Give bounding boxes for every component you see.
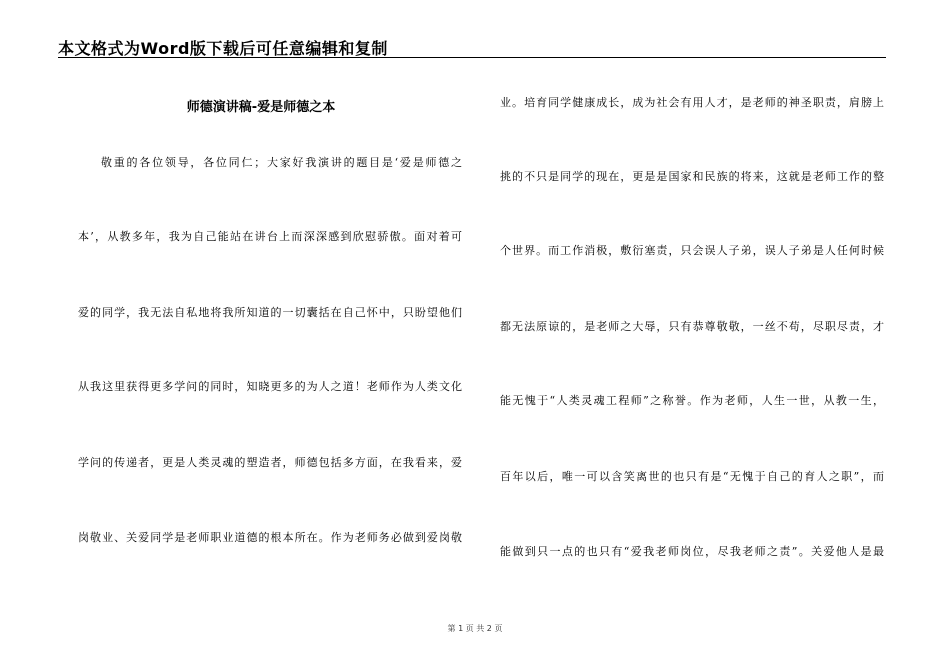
document-title: 师德演讲稿-爱是师德之本 [186,100,336,115]
download-banner: 本文格式为Word版下载后可任意编辑和复制 [58,39,388,58]
paragraph-line: 挑的不只是同学的现在，更是是国家和民族的将来，这就是老师工作的整 [500,170,884,183]
paragraph-line: 从我这里获得更多学问的同时，知晓更多的为人之道！老师作为人类文化 [78,380,462,393]
paragraph-line: 敬重的各位领导，各位同仁；大家好我演讲的题目是‘爱是师德之 [101,156,462,169]
banner-divider [58,57,886,58]
paragraph-line: 都无法原谅的，是老师之大辱，只有恭尊敬敬，一丝不苟，尽职尽责，才 [500,320,884,333]
paragraph-line: 爱的同学，我无法自私地将我所知道的一切囊括在自己怀中，只盼望他们 [78,306,462,319]
paragraph-line: 能做到只一点的也只有“爱我老师岗位，尽我老师之责”。关爱他人是最 [500,545,884,558]
paragraph-line: 岗敬业、关爱同学是老师职业道德的根本所在。作为老师务必做到爱岗敬 [78,531,462,544]
paragraph-line: 百年以后，唯一可以含笑离世的也只有是“无愧于自己的育人之职”，而 [500,470,884,483]
paragraph-line: 业。培育同学健康成长，成为社会有用人才，是老师的神圣职责，肩膀上 [500,96,884,109]
page-number-footer: 第 1 页 共 2 页 [447,624,503,633]
paragraph-line: 学问的传递者，更是人类灵魂的塑造者，师德包括多方面，在我看来，爱 [78,456,462,469]
paragraph-line: 个世界。而工作消极，敷衍塞责，只会误人子弟，误人子弟是人任何时候 [500,244,884,257]
paragraph-line: 本’，从教多年，我为自己能站在讲台上而深深感到欣慰骄傲。面对着可 [78,230,462,243]
paragraph-line: 能无愧于“人类灵魂工程师”之称誉。作为老师，人生一世，从教一生， [500,394,884,407]
